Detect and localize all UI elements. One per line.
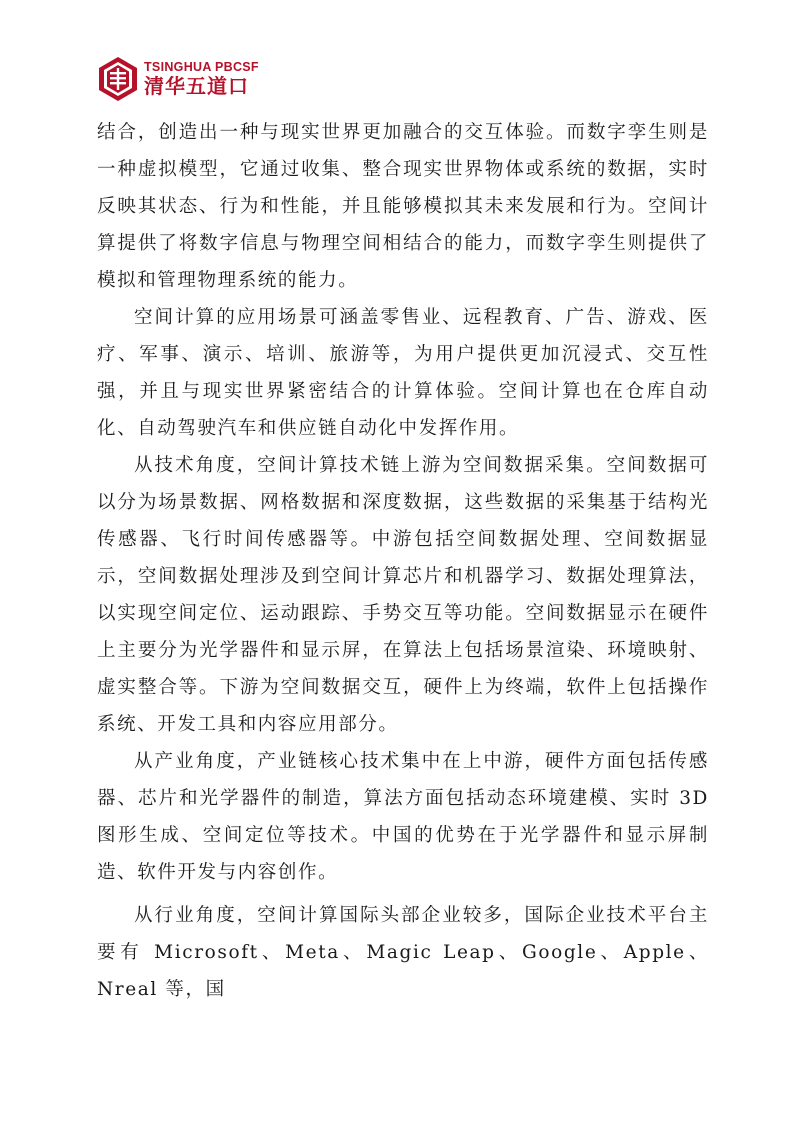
logo-chinese-name: 清华五道口 xyxy=(144,74,249,98)
logo-english-name: TSINGHUA PBCSF xyxy=(144,60,259,74)
page-header xyxy=(98,54,259,104)
paragraph-continued: 结合，创造出一种与现实世界更加融合的交互体验。而数字孪生则是一种虚拟模型，它通过收集、整合现实世界物体或系统的数据，实时反映其状态、行为和性能，并且能够模拟其未来发展和行为。空间计算提供了将数字信息与物理空间相结合的能力，而数字孪生则提供了模拟和管理物理系统的能力。 xyxy=(97,122,709,291)
logo-text xyxy=(144,60,259,98)
document-body xyxy=(97,114,709,1008)
tsinghua-pbcsf-logo-icon xyxy=(98,56,138,102)
paragraph-industry-chain-perspective: 从产业角度，产业链核心技术集中在上中游，硬件方面包括传感器、芯片和光学器件的制造，算法方面包括动态环境建模、实时 3D 图形生成、空间定位等技术。中国的优势在于光学器件和显示屏制造、软件开发与内容创作。 xyxy=(97,751,709,883)
paragraph-sector-perspective: 从行业角度，空间计算国际头部企业较多，国际企业技术平台主要有 Microsoft、Meta、Magic Leap、Google、Apple、Nreal 等，国 xyxy=(97,905,709,1000)
paragraph-technology-perspective: 从技术角度，空间计算技术链上游为空间数据采集。空间数据可以分为场景数据、网格数据和深度数据，这些数据的采集基于结构光传感器、飞行时间传感器等。中游包括空间数据处理、空间数据显示，空间数据处理涉及到空间计算芯片和机器学习、数据处理算法，以实现空间定位、运动跟踪、手势交互等功能。空间数据显示在硬件上主要分为光学器件和显示屏，在算法上包括场景渲染、环境映射、虚实整合等。下游为空间数据交互，硬件上为终端，软件上包括操作系统、开发工具和内容应用部分。 xyxy=(97,455,709,735)
paragraph-application-scenarios: 空间计算的应用场景可涵盖零售业、远程教育、广告、游戏、医疗、军事、演示、培训、旅游等，为用户提供更加沉浸式、交互性强，并且与现实世界紧密结合的计算体验。空间计算也在仓库自动化、自动驾驶汽车和供应链自动化中发挥作用。 xyxy=(97,307,709,439)
